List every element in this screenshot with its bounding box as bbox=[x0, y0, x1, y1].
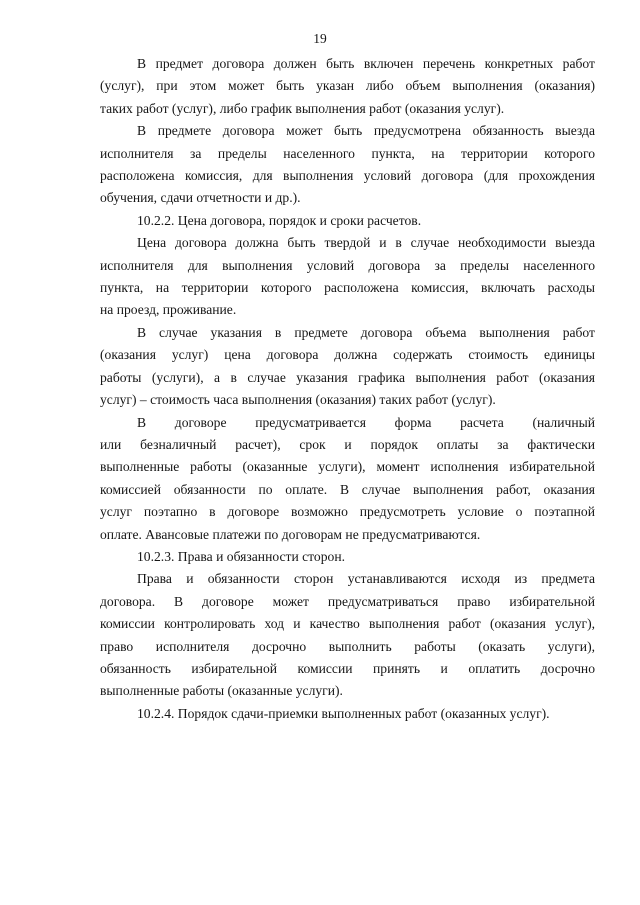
text-line: услуг поэтапно в договоре возможно предусмотреть условие о поэтапной bbox=[100, 504, 595, 520]
text-line: выполненные работы (оказанные услуги), момент исполнения избирательной bbox=[100, 459, 595, 475]
text-line: таких работ (услуг), либо график выполнения работ (оказания услуг). bbox=[100, 100, 505, 116]
text-line: право исполнителя досрочно выполнить работы (оказать услуги), bbox=[100, 638, 595, 654]
text-line: комиссией обязанности по оплате. В случае выполнения работ, оказания bbox=[100, 481, 595, 497]
body-paragraph bbox=[100, 412, 595, 546]
text-line: 10.2.2. Цена договора, порядок и сроки расчетов. bbox=[137, 212, 422, 228]
text-line: расположена комиссия, для выполнения условий договора (для прохождения bbox=[100, 168, 595, 184]
text-line: В договоре предусматривается форма расчета (наличный bbox=[137, 414, 595, 430]
body-paragraph bbox=[100, 568, 595, 702]
text-line: (услуг), при этом может быть указан либо объем выполнения (оказания) bbox=[100, 78, 595, 94]
text-line: работы (услуги), а в случае указания графика выполнения работ (оказания bbox=[100, 369, 595, 385]
text-line: 10.2.3. Права и обязанности сторон. bbox=[137, 548, 345, 564]
section-heading bbox=[100, 210, 595, 232]
text-line: выполненные работы (оказанные услуги). bbox=[100, 683, 343, 699]
body-paragraph bbox=[100, 53, 595, 120]
text-line: комиссии контролировать ход и качество выполнения работ (оказания услуг), bbox=[100, 616, 595, 632]
body-paragraph bbox=[100, 120, 595, 210]
body-paragraph bbox=[100, 322, 595, 412]
page-number: 19 bbox=[313, 31, 327, 46]
text-line: Цена договора должна быть твердой и в случае необходимости выезда bbox=[137, 235, 595, 251]
text-line: пункта, на территории которого расположена комиссия, включать расходы bbox=[100, 280, 595, 296]
section-heading bbox=[100, 703, 595, 725]
section-heading bbox=[100, 546, 595, 568]
text-line: 10.2.4. Порядок сдачи-приемки выполненных работ (оказанных услуг). bbox=[137, 705, 550, 721]
text-line: исполнителя за пределы населенного пункта, на территории которого bbox=[100, 145, 595, 161]
text-line: В предмет договора должен быть включен перечень конкретных работ bbox=[137, 56, 595, 71]
body-paragraph bbox=[100, 232, 595, 322]
text-line: В случае указания в предмете договора объема выполнения работ bbox=[137, 324, 595, 340]
text-line: оплате. Авансовые платежи по договорам не предусматриваются. bbox=[100, 526, 481, 542]
text-line: В предмете договора может быть предусмотрена обязанность выезда bbox=[137, 123, 595, 139]
text-line: исполнителя для выполнения условий договора за пределы населенного bbox=[100, 257, 595, 273]
text-line: (оказания услуг) цена договора должна содержать стоимость единицы bbox=[100, 347, 595, 363]
text-line: обучения, сдачи отчетности и др.). bbox=[100, 190, 301, 206]
text-line: договора. В договоре может предусматриваться право избирательной bbox=[100, 593, 595, 609]
text-line: услуг) – стоимость часа выполнения (оказания) таких работ (услуг). bbox=[100, 392, 496, 408]
text-line: обязанность избирательной комиссии принять и оплатить досрочно bbox=[100, 660, 595, 676]
text-line: или безналичный расчет), срок и порядок оплаты за фактически bbox=[100, 436, 595, 452]
text-line: на проезд, проживание. bbox=[100, 302, 237, 318]
document-body bbox=[100, 53, 595, 725]
text-line: Права и обязанности сторон устанавливаются исходя из предмета bbox=[137, 571, 595, 587]
